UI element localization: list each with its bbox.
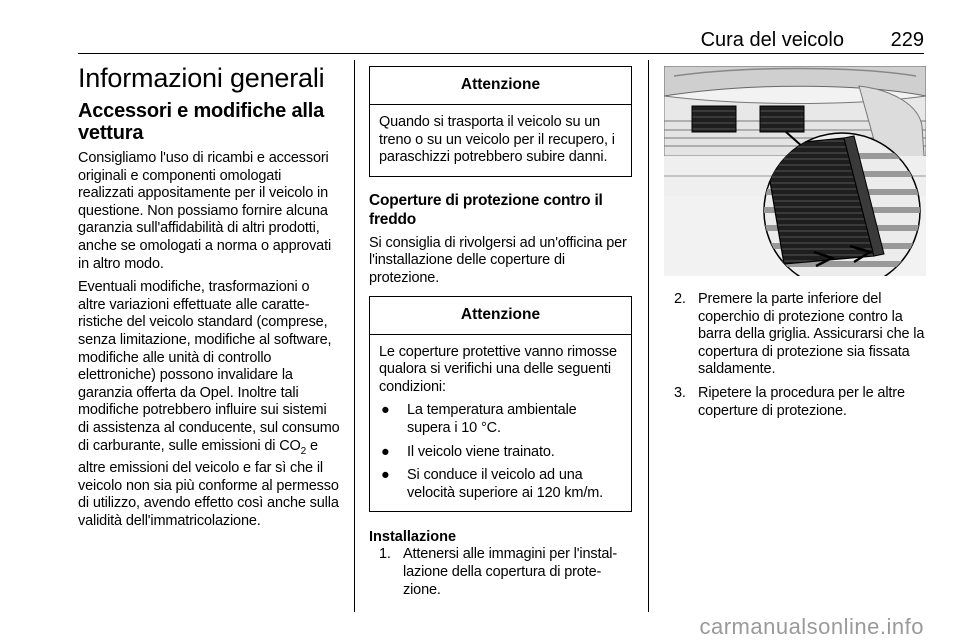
co2-subscript: 2 xyxy=(300,445,307,457)
grille-cover-illustration xyxy=(664,66,926,276)
installation-heading: Installazione xyxy=(369,529,457,546)
column-divider-1 xyxy=(354,60,355,612)
step-number: 2. xyxy=(674,291,686,307)
warning-body xyxy=(370,105,631,176)
bullet-icon: ● xyxy=(381,467,390,484)
warning-title: Attenzione xyxy=(370,297,631,335)
paragraph-accessories: Consigliamo l'uso di ricambi e accessori originali e componenti omologati realizzati appositamente per il veicolo in questione. Non possiamo fornire alcuna garanzia sull'affidabilità di altri prodotti, anche se omologati a norma o approvati in altro modo. xyxy=(78,150,332,272)
step-2 xyxy=(674,291,928,379)
warning-body xyxy=(370,335,631,512)
warning-box-transport xyxy=(369,66,632,177)
step-text: Premere la parte inferiore del coperchio di protezione contro la barra della griglia. Assicurarsi che la copertura di protezione sia fissata saldamente. xyxy=(698,291,925,378)
section-heading: Informazioni generali xyxy=(78,63,325,93)
list-item-text: La temperatura ambientale supera i 10 °C. xyxy=(407,402,577,436)
grille-cover-drawing xyxy=(664,66,926,276)
warning-title: Attenzione xyxy=(370,67,631,105)
covers-heading: Coperture di protezione contro il freddo xyxy=(369,191,603,228)
list-item-text: Il veicolo viene trainato. xyxy=(407,443,555,460)
watermark: carmanualsonline.info xyxy=(699,614,924,639)
bullet-icon: ● xyxy=(381,402,390,419)
column-divider-2 xyxy=(648,60,649,612)
subsection-heading: Accessori e modifiche alla vettura xyxy=(78,100,325,144)
step-number: 1. xyxy=(379,546,391,563)
list-item xyxy=(379,467,621,502)
column-1 xyxy=(78,62,340,536)
covers-text: Si consiglia di rivolgersi ad un'officina per l'installazione delle coperture di protezione. xyxy=(369,234,627,286)
step-3 xyxy=(674,385,928,420)
list-item-text: Si conduce il veicolo ad una velocità superiore ai 120 km/m. xyxy=(407,467,604,501)
column-3 xyxy=(664,291,928,426)
running-header-title: Cura del veicolo xyxy=(700,29,844,51)
step-1 xyxy=(379,546,632,599)
step-text: Attenersi alle immagini per l'installazione della copertura di protezione. xyxy=(403,546,618,598)
paragraph-modifications-b: e altre emissioni del veicolo e far sì che il veicolo non sia più conforme al permesso di utilizzo, avendo effetto così anche sulla validità dell'immatricolazione. xyxy=(78,437,339,529)
header-rule xyxy=(78,53,924,54)
warning-intro: Le coperture protettive vanno rimosse qualora si verifichi una delle seguenti condizioni: xyxy=(379,343,617,395)
list-item xyxy=(379,402,621,437)
step-text: Ripetere la procedura per le altre coperture di protezione. xyxy=(698,384,905,419)
warning-text: Quando si trasporta il veicolo su un treno o su un veicolo per il recupero, i paraschizzi potrebbero subire danni. xyxy=(379,114,615,166)
paragraph-modifications-a: Eventuali modifiche, trasformazioni o altre variazioni effettuate alle caratteristiche del veicolo standard (comprese, senza limitazione, modifiche al software, modifiche alle unità di controllo elettroniche) possono invalidare la garanzia offerta da Opel. Inoltre tali modifiche potrebbero influire sui sistemi di assistenza al conducente, sul consumo di carburante, sulle emissioni di CO xyxy=(78,279,340,454)
column-2 xyxy=(369,66,632,605)
bullet-icon: ● xyxy=(381,443,390,460)
step-number: 3. xyxy=(674,384,686,401)
list-item xyxy=(379,444,621,462)
paragraph-modifications xyxy=(78,279,340,530)
warning-box-covers xyxy=(369,296,632,513)
page-number: 229 xyxy=(890,29,924,51)
